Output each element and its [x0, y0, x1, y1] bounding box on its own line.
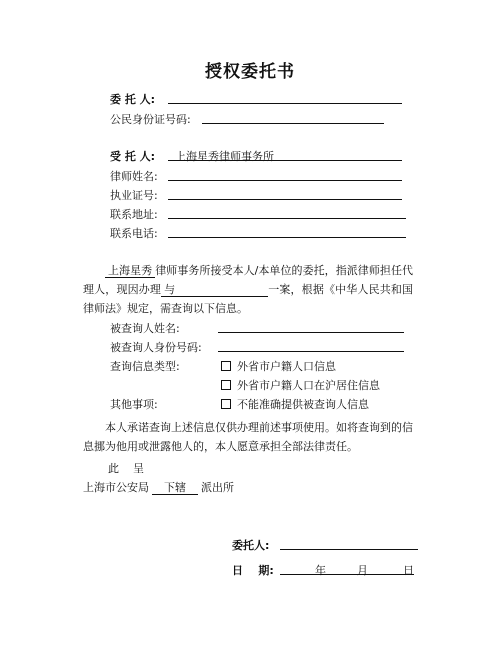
authorization-paragraph: [83, 261, 413, 318]
recipient-prefix: 上海市公安局: [83, 481, 149, 494]
contact-address-line[interactable]: [168, 218, 406, 219]
agent-line[interactable]: [168, 160, 402, 161]
recipient-suffix: 派出所: [201, 481, 234, 494]
query-type-label: 查询信息类型:: [110, 360, 180, 373]
case-party-line[interactable]: [161, 283, 215, 297]
agent-label: 受 托 人:: [110, 150, 156, 163]
checkbox-icon[interactable]: [221, 380, 231, 390]
signature-label: 委托人:: [232, 539, 270, 552]
query-id-line[interactable]: [218, 351, 404, 352]
query-name-label: 被查询人姓名:: [110, 322, 180, 335]
query-type-option-2[interactable]: 外省市户籍人口在沪居住信息: [221, 377, 380, 393]
date-year: 年: [315, 564, 326, 577]
firm-name: 上海星秀: [105, 264, 155, 278]
query-name-line[interactable]: [218, 332, 404, 333]
checkbox-icon[interactable]: [221, 399, 231, 409]
contact-address-label: 联系地址:: [110, 208, 158, 221]
license-number-line[interactable]: [168, 199, 402, 200]
document-title: 授权委托书: [205, 62, 295, 82]
other-matters-option[interactable]: 不能准确提供被查询人信息: [221, 396, 369, 412]
query-id-label: 被查询人身份号码:: [110, 341, 202, 354]
body-text-1: 律师事务所接受本人/本单位的委托，指派律师担任代理人，现因办理: [83, 264, 413, 296]
principal-label: 委 托 人:: [110, 93, 156, 106]
date-month: 月: [357, 564, 368, 577]
date-day: 日: [403, 564, 414, 577]
body-text-2: 一案，根据《中华人民共和国律师法》规定，需查询以下信息。: [83, 283, 414, 315]
recipient-district[interactable]: 下辖: [152, 481, 198, 495]
date-line[interactable]: [280, 574, 414, 575]
signature-line[interactable]: [280, 549, 418, 550]
principal-id-label: 公民身份证号码:: [110, 113, 191, 126]
principal-name-line[interactable]: [168, 103, 402, 104]
checkbox-icon[interactable]: [221, 361, 231, 371]
lawyer-name-label: 律师姓名:: [110, 170, 158, 183]
query-type-option-1[interactable]: 外省市户籍人口信息: [221, 358, 336, 374]
license-number-label: 执业证号:: [110, 189, 158, 202]
other-matters-label: 其他事项:: [110, 398, 158, 411]
principal-id-line[interactable]: [202, 123, 384, 124]
case-word: 与: [164, 283, 176, 296]
date-label: 日 期:: [232, 564, 274, 577]
contact-phone-line[interactable]: [168, 237, 406, 238]
agent-value: 上海星秀律师事务所: [175, 150, 274, 163]
lawyer-name-line[interactable]: [168, 180, 402, 181]
commitment-paragraph: 本人承诺查询上述信息仅供办理前述事项使用。如将查询到的信息挪为他用或泄露他人的，本人愿意承担全部法律责任。: [83, 421, 413, 453]
contact-phone-label: 联系电话:: [110, 227, 158, 240]
salutation: 此 呈: [108, 462, 144, 475]
case-party-line-2[interactable]: [215, 283, 268, 297]
recipient-line: [83, 479, 234, 495]
